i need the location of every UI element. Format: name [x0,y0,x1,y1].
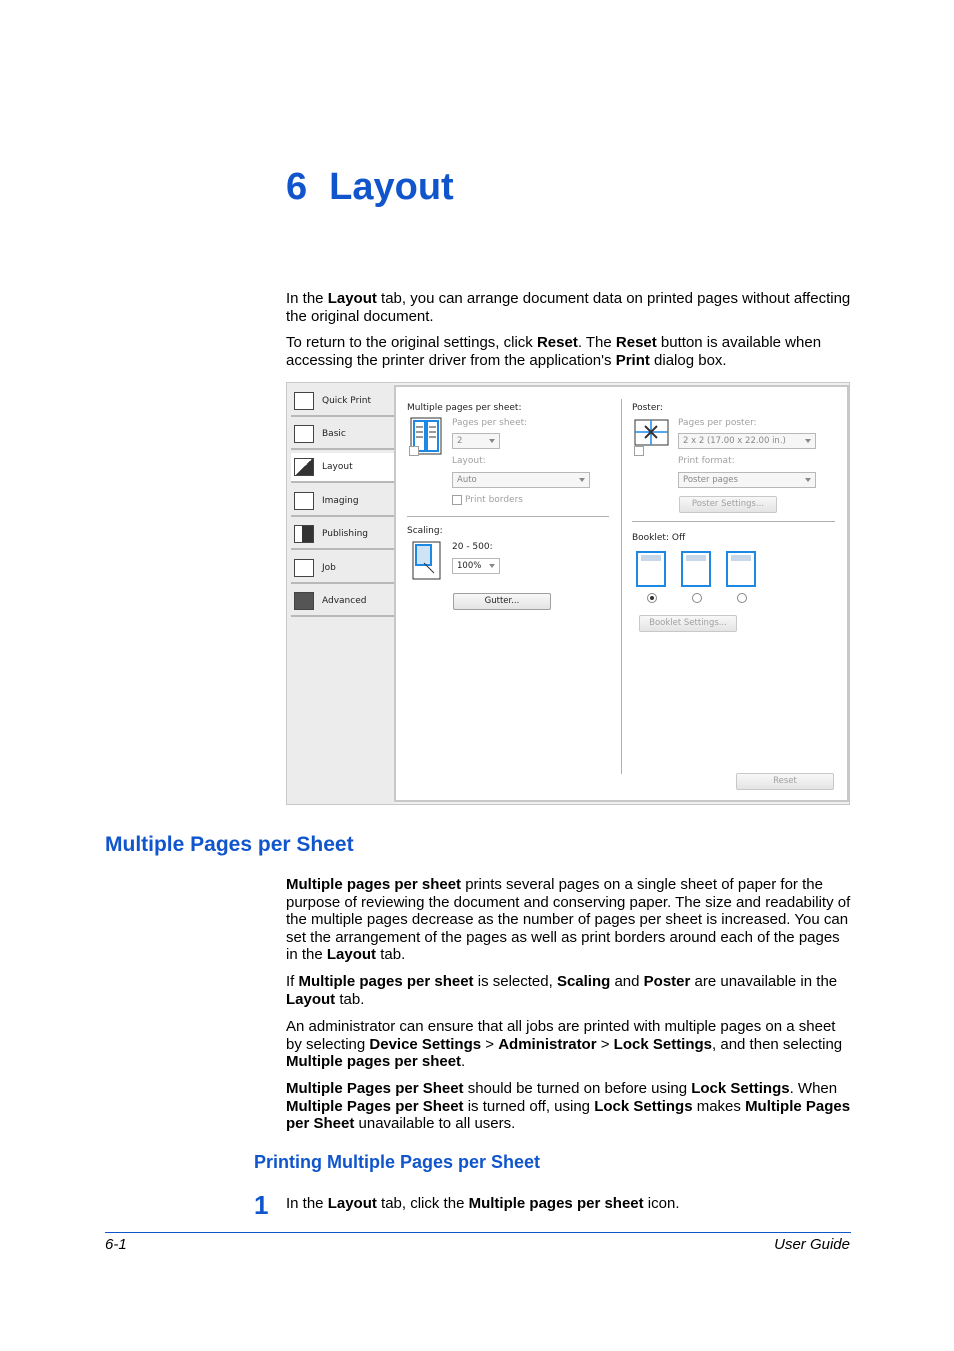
tab-basic[interactable] [291,420,394,450]
booklet-heading [632,533,685,543]
booklet-right-edge-icon[interactable] [726,551,756,587]
print-borders-checkbox[interactable] [452,495,462,505]
scaling-heading: Scaling: [407,526,443,536]
poster-checkbox[interactable] [634,446,644,456]
chapter-title [286,166,454,209]
subsection-heading: Printing Multiple Pages per Sheet [254,1152,541,1172]
scaling-range-label: 20 - 500: [452,542,493,552]
divider [632,521,835,522]
dialog-sidebar [287,383,394,804]
advanced-icon [294,592,314,610]
tab-layout[interactable] [291,453,395,483]
layout-icon [294,458,314,476]
layout-select[interactable]: Auto [452,472,590,488]
reset-button[interactable]: Reset [736,773,834,790]
column-divider [621,399,622,774]
body-paragraph: Multiple Pages per Sheet should be turned on before using Lock Settings. When Multiple Pages per Sheet is turned off, using Lock Settings makes Multiple Pages per Sheet unavailable to all users. [286,1080,851,1133]
layout-label: Layout: [452,456,486,466]
tab-label: Imaging [322,496,359,506]
print-borders-label: Print borders [465,495,523,505]
pages-per-sheet-select[interactable]: 2 [452,433,500,449]
booklet-left-edge-icon[interactable] [681,551,711,587]
poster-settings-button[interactable]: Poster Settings... [679,496,777,513]
print-format-label: Print format: [678,456,735,466]
imaging-icon [294,492,314,510]
scaling-value-input[interactable]: 100% [452,558,500,574]
layout-dialog-screenshot [286,382,850,805]
scaling-icon[interactable] [412,541,442,581]
booklet-left-radio[interactable] [692,593,702,603]
booklet-off-radio[interactable] [647,593,657,603]
multiple-pages-heading: Multiple pages per sheet: [407,403,522,413]
booklet-label: Booklet: [632,533,669,543]
section-heading: Multiple Pages per Sheet [105,833,354,856]
footer-rule [105,1232,851,1233]
publishing-icon [294,525,314,543]
tab-label: Advanced [322,596,367,606]
pages-per-poster-select[interactable]: 2 x 2 (17.00 x 22.00 in.) [678,433,816,449]
booklet-off-icon[interactable] [636,551,666,587]
intro-paragraph: In the Layout tab, you can arrange document data on printed pages without affecting the original document. [286,290,851,325]
tab-label: Layout [322,462,353,472]
tab-imaging[interactable] [291,487,394,517]
step-number: 1 [254,1190,269,1220]
chapter-number: 6 [286,166,308,208]
divider [407,516,609,517]
tab-advanced[interactable] [291,587,394,617]
booklet-settings-button[interactable]: Booklet Settings... [639,615,737,632]
tab-publishing[interactable] [291,520,394,550]
poster-icon[interactable] [634,419,670,447]
body-paragraph: Multiple pages per sheet prints several pages on a single sheet of paper for the purpose of reviewing the document and conserving paper. The size and readability of the multiple pages decrease as the number of pages per sheet is increased. You can set the arrangement of the pages as well as print borders around each of the pages in the Layout tab. [286,876,851,964]
pages-per-poster-label: Pages per poster: [678,418,757,428]
basic-icon [294,425,314,443]
chapter-title-text: Layout [329,166,454,208]
footer-doc-title: User Guide [774,1236,850,1253]
job-icon [294,559,314,577]
tab-label: Publishing [322,529,368,539]
layout-panel [394,385,849,802]
step-text: In the Layout tab, click the Multiple pages per sheet icon. [286,1195,680,1212]
intro-paragraph: To return to the original settings, click Reset. The Reset button is available when accessing the printer driver from the application's Print dialog box. [286,334,822,369]
tab-label: Job [322,563,336,573]
poster-heading: Poster: [632,403,663,413]
tab-label: Basic [322,429,346,439]
body-paragraph: If Multiple pages per sheet is selected, Scaling and Poster are unavailable in the Layout tab. [286,973,838,1008]
quick-print-icon [294,392,314,410]
tab-quick-print[interactable] [291,387,394,417]
booklet-state: Off [671,533,686,543]
tab-job[interactable] [291,554,394,584]
booklet-right-radio[interactable] [737,593,747,603]
pages-per-sheet-label: Pages per sheet: [452,418,528,428]
footer-page-number: 6-1 [105,1236,127,1253]
body-paragraph: An administrator can ensure that all jobs are printed with multiple pages on a sheet by selecting Device Settings > Administrator > Lock Settings, and then selecting Multiple pages per sheet. [286,1018,843,1071]
print-format-select[interactable]: Poster pages [678,472,816,488]
multiple-pages-checkbox[interactable] [409,446,419,456]
tab-label: Quick Print [322,396,372,406]
gutter-button[interactable]: Gutter... [453,593,551,610]
